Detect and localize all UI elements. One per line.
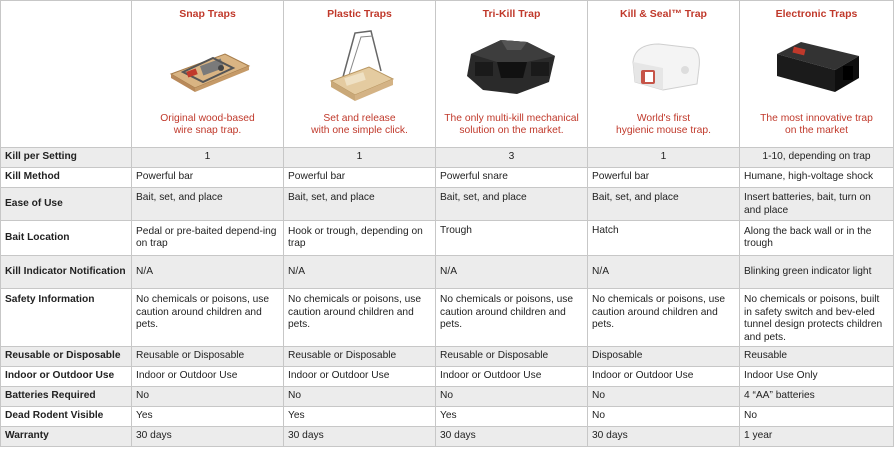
table-cell: Hook or trough, depending on trap (284, 221, 436, 256)
table-cell: No (740, 407, 894, 427)
column-description (740, 113, 893, 138)
table-cell: Bait, set, and place (588, 188, 740, 221)
table-cell: Indoor or Outdoor Use (132, 367, 284, 387)
table-cell: Reusable or Disposable (436, 347, 588, 367)
table-row (1, 289, 894, 347)
plastic-trap-image (284, 27, 435, 107)
table-row (1, 256, 894, 289)
description-line-1: World's first (636, 112, 691, 124)
table-cell: No chemicals or poisons, built in safety switch and bev-eled tunnel design protects children and pets. (740, 289, 894, 347)
table-cell: 30 days (284, 427, 436, 447)
table-cell: Disposable (588, 347, 740, 367)
table-row (1, 427, 894, 447)
table-cell: Bait, set, and place (436, 188, 588, 221)
column-title: Tri-Kill Trap (482, 8, 541, 20)
table-cell: Blinking green indicator light (740, 256, 894, 289)
description-line-1: Set and release (323, 112, 396, 124)
description-line-1: Original wood-based (160, 112, 255, 124)
table-cell: No chemicals or poisons, use caution around children and pets. (132, 289, 284, 347)
table-cell: Along the back wall or in the trough (740, 221, 894, 256)
table-row (1, 168, 894, 188)
table-row (1, 148, 894, 168)
row-label: Kill Indicator Notification (1, 256, 132, 289)
table-cell: Powerful bar (132, 168, 284, 188)
table-cell: 1 (588, 148, 740, 168)
column-title: Snap Traps (179, 8, 236, 20)
column-header-plastic-traps (284, 1, 436, 148)
table-row (1, 367, 894, 387)
table-cell: Indoor or Outdoor Use (436, 367, 588, 387)
description-line-2: on the market (785, 125, 848, 136)
table-cell: Yes (284, 407, 436, 427)
column-description (588, 113, 739, 138)
row-label: Ease of Use (1, 188, 132, 221)
table-cell: N/A (588, 256, 740, 289)
table-row (1, 407, 894, 427)
row-label: Safety Information (1, 289, 132, 347)
table-row (1, 188, 894, 221)
table-cell: Trough (436, 221, 588, 256)
row-label: Kill per Setting (1, 148, 132, 168)
column-description (436, 113, 587, 138)
table-cell: 30 days (436, 427, 588, 447)
table-cell: 1 (284, 148, 436, 168)
table-cell: No (284, 387, 436, 407)
table-cell: Reusable or Disposable (284, 347, 436, 367)
column-title: Kill & Seal™ Trap (620, 8, 707, 20)
table-cell: N/A (436, 256, 588, 289)
header-row (1, 1, 894, 148)
table-cell: Reusable or Disposable (132, 347, 284, 367)
table-row (1, 221, 894, 256)
tri-kill-trap-image (436, 27, 587, 107)
column-description (132, 113, 283, 138)
table-row (1, 387, 894, 407)
table-cell: Yes (132, 407, 284, 427)
description-line-2: hygienic mouse trap. (615, 125, 711, 136)
row-label: Indoor or Outdoor Use (1, 367, 132, 387)
description-line-1: The only multi-kill mechanical (444, 112, 579, 124)
column-header-tri-kill-trap (436, 1, 588, 148)
table-row (1, 347, 894, 367)
table-cell: 30 days (132, 427, 284, 447)
table-cell: Bait, set, and place (284, 188, 436, 221)
table-cell: Indoor Use Only (740, 367, 894, 387)
table-cell: 1-10, depending on trap (740, 148, 894, 168)
table-cell: Hatch (588, 221, 740, 256)
table-cell: Powerful bar (284, 168, 436, 188)
table-cell: No chemicals or poisons, use caution around children and pets. (588, 289, 740, 347)
table-cell: No (436, 387, 588, 407)
table-cell: 30 days (588, 427, 740, 447)
table-cell: Humane, high-voltage shock (740, 168, 894, 188)
table-cell: No chemicals or poisons, use caution around children and pets. (284, 289, 436, 347)
table-cell: N/A (284, 256, 436, 289)
row-label: Kill Method (1, 168, 132, 188)
column-header-snap-traps (132, 1, 284, 148)
table-cell: No (132, 387, 284, 407)
electronic-trap-image (740, 27, 893, 107)
row-label: Reusable or Disposable (1, 347, 132, 367)
table-cell: Powerful snare (436, 168, 588, 188)
column-header-electronic-traps (740, 1, 894, 148)
table-cell: 3 (436, 148, 588, 168)
description-line-2: wire snap trap. (173, 125, 242, 136)
row-label: Dead Rodent Visible (1, 407, 132, 427)
column-description (284, 113, 435, 138)
table-cell: Pedal or pre-baited depend-ing on trap (132, 221, 284, 256)
column-title: Plastic Traps (327, 8, 392, 20)
table-cell: Powerful bar (588, 168, 740, 188)
table-cell: Yes (436, 407, 588, 427)
table-cell: No (588, 387, 740, 407)
description-line-2: solution on the market. (459, 125, 564, 136)
column-title: Electronic Traps (775, 8, 858, 20)
snap-trap-image (132, 27, 283, 107)
table-cell: N/A (132, 256, 284, 289)
table-cell: Bait, set, and place (132, 188, 284, 221)
table-cell: Indoor or Outdoor Use (588, 367, 740, 387)
table-cell: Reusable (740, 347, 894, 367)
table-cell: Insert batteries, bait, turn on and place (740, 188, 894, 221)
header-corner (1, 1, 132, 148)
description-line-1: The most innovative trap (760, 112, 873, 124)
table-cell: 1 year (740, 427, 894, 447)
table-cell: No (588, 407, 740, 427)
row-label: Bait Location (1, 221, 132, 256)
table-cell: Indoor or Outdoor Use (284, 367, 436, 387)
column-header-kill-seal-trap (588, 1, 740, 148)
row-label: Warranty (1, 427, 132, 447)
row-label: Batteries Required (1, 387, 132, 407)
table-cell: No chemicals or poisons, use caution around children and pets. (436, 289, 588, 347)
description-line-2: with one simple click. (311, 125, 408, 136)
table-cell: 4 “AA” batteries (740, 387, 894, 407)
table-cell: 1 (132, 148, 284, 168)
kill-seal-trap-image (588, 27, 739, 107)
